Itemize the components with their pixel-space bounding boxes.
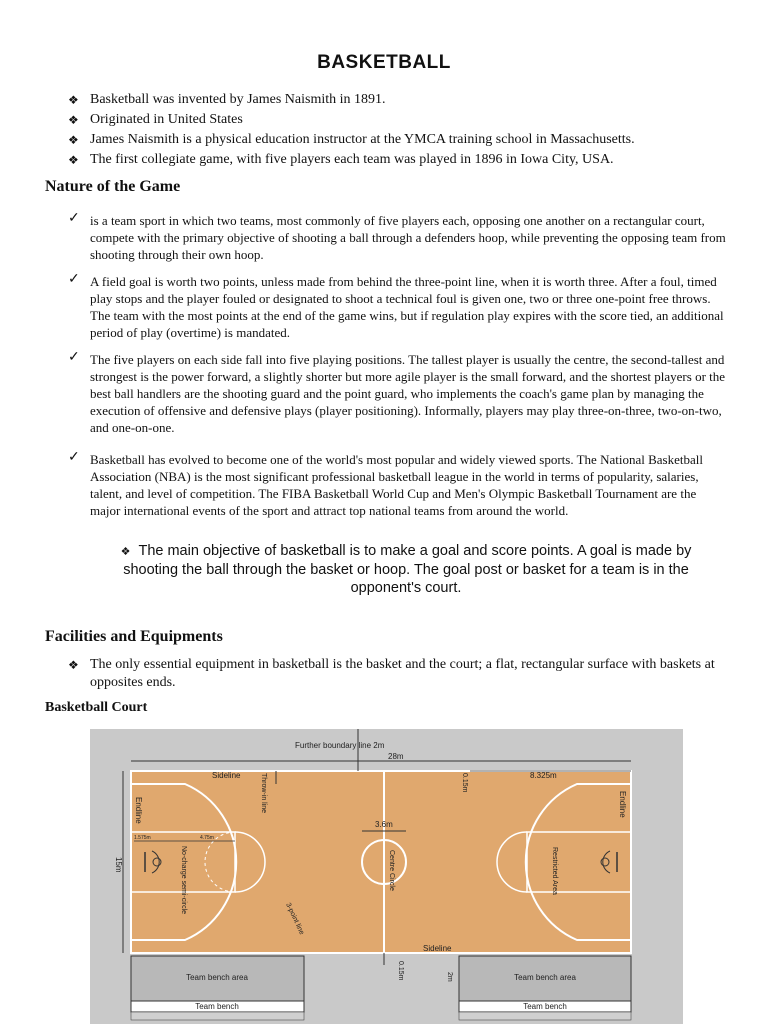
list-item: ❖ Basketball was invented by James Naismith in 1891. [68,90,635,110]
bench-strip-left [131,1012,304,1020]
list-item: ✓ is a team sport in which two teams, most commonly of five players each, opposing one another on a rectangular court, compete with the primary objective of shooting a ball through a defenders hoop, while preventing the opposing team from shooting through their own hoop. [68,211,726,262]
diamond-bullet-icon: ❖ [68,658,79,672]
checkmark-icon: ✓ [68,350,80,365]
label-sideline-top: Sideline [212,771,241,780]
label-no-charge: No-charge semi-circle [180,846,187,915]
checkmark-icon: ✓ [68,450,80,465]
checkmark-icon: ✓ [68,272,80,287]
section-heading-facilities: Facilities and Equipments [45,628,223,645]
list-item: ❖ The only essential equipment in basketball is the basket and the court; a flat, rectangular surface with baskets at opposites ends. [68,657,715,690]
list-item: ✓ The five players on each side fall into five playing positions. The tallest player is usually the centre, the second-tallest and strongest is the power forward, a slightly shorter but more agile player is the small forward, and the shortest players or the best ball handlers are the shooting guard and the point guard, who implements the coach's game plan by managing the execution of offensive and defensive plays (player positioning). Informally, players may play three-on-three, two-on-two, and one-on-one. [68,350,726,435]
label-restricted: Restricted Area [551,847,558,895]
list-item: ❖ The first collegiate game, with five players each team was played in 1896 in Iowa City, USA. [68,150,635,170]
label-bench-area-right: Team bench area [514,973,576,982]
section-heading-nature: Nature of the Game [45,178,181,195]
label-bench-left: Team bench [195,1002,239,1011]
label-centre-circle: Centre Circle [388,850,395,891]
checkmark-icon: ✓ [68,211,80,226]
label-three-pt-dist: 8.325m [530,771,557,780]
label-475: 4.75m [200,835,214,841]
list-item: ❖ Originated in United States [68,110,635,130]
document-title: BASKETBALL [317,52,451,73]
bench-strip-right [459,1012,631,1020]
label-1575: 1.575m [134,835,151,841]
diamond-bullet-icon: ❖ [68,153,79,167]
diamond-bullet-icon: ❖ [120,546,131,558]
label-015-bottom: 0.15m [397,961,404,981]
list-item: ❖ James Naismith is a physical education instructor at the YMCA training school in Massachusetts. [68,130,635,150]
diamond-bullet-icon: ❖ [68,93,79,107]
label-width: 15m [114,857,123,873]
label-three-point: 3-point line [284,901,306,936]
label-circle-width: 3.6m [375,820,393,829]
label-further-boundary: Further boundary line 2m [295,741,385,750]
objective-note: ❖ The main objective of basketball is to make a goal and score points. A goal is made by shooting the ball through the basket or hoop. The goal post or basket for a team is in the opponent's court. [120,543,692,596]
label-throw-in: Throw-in line [260,773,267,814]
label-endline-right: Endline [618,791,627,818]
label-bench-2m: 2m [446,972,453,982]
list-item: ✓ Basketball has evolved to become one of the world's most popular and widely viewed sports. The National Basketball Association (NBA) is the most significant professional basketball league in the world in terms of popularity, salaries, talent, and level of competition. The FIBA Basketball World Cup and Men's Olympic Basketball Tournament are the major international events of the sport and attract top national teams from around the world. [68,450,703,518]
diamond-bullet-icon: ❖ [68,113,79,127]
basketball-court-diagram [90,729,683,1024]
label-bench-right: Team bench [523,1002,567,1011]
label-sideline-bottom: Sideline [423,944,452,953]
list-item: ✓ A field goal is worth two points, unless made from behind the three-point line, when it is worth three. After a foul, timed play stops and the player fouled or designated to shoot a technical foul is given one, two or three one-point free throws. The team with the most points at the end of the game wins, but if regulation play expires with the score tied, an additional period of play (overtime) is mandated. [68,272,724,340]
court-heading: Basketball Court [45,700,148,715]
label-015-top: 0.15m [461,773,468,793]
label-endline-left: Endline [134,797,143,824]
label-length: 28m [388,752,404,761]
label-bench-area-left: Team bench area [186,973,248,982]
diamond-bullet-icon: ❖ [68,133,79,147]
intro-list [68,90,635,170]
